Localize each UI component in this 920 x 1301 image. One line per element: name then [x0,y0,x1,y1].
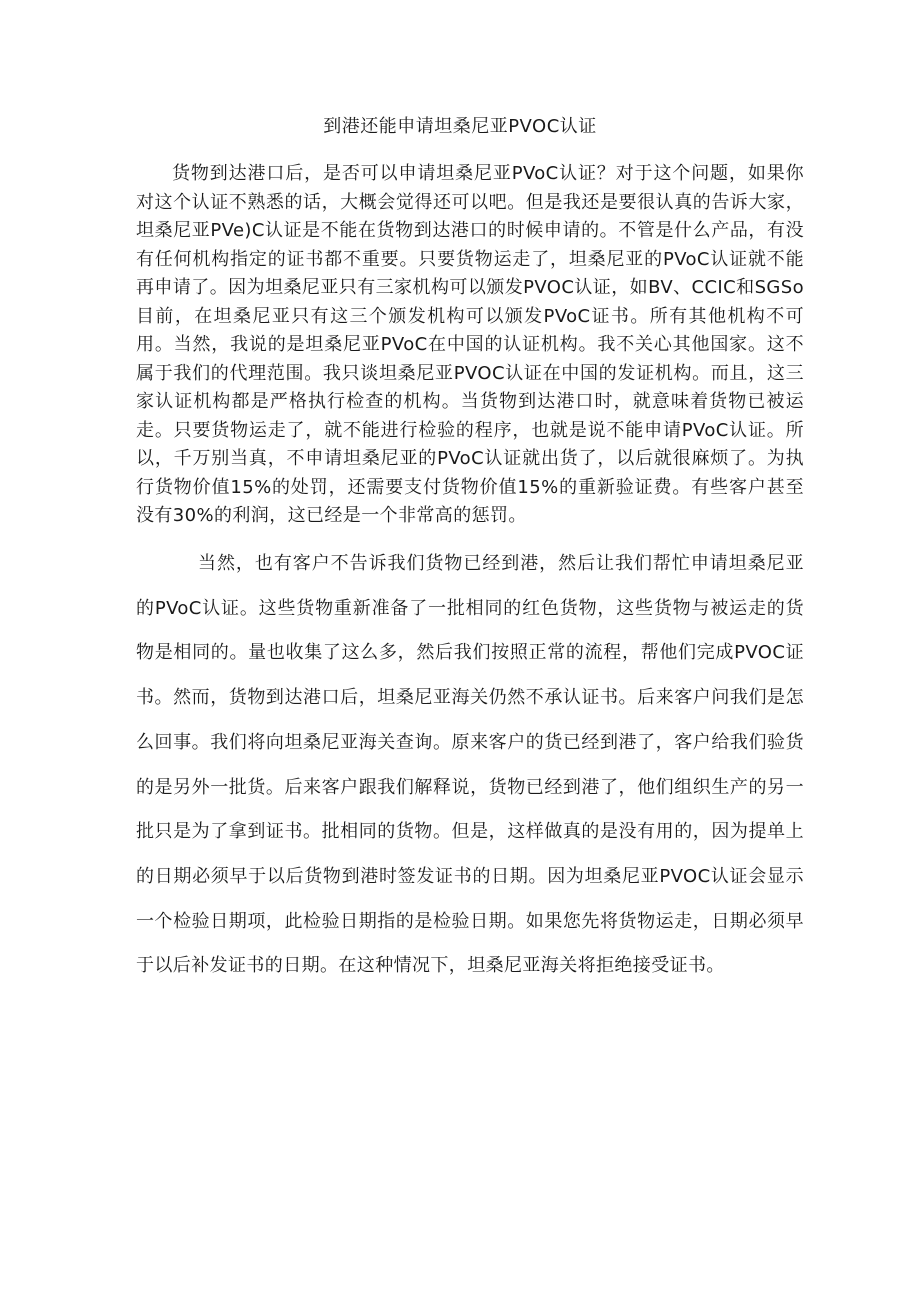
paragraph-2: 当然，也有客户不告诉我们货物已经到港，然后让我们帮忙申请坦桑尼亚的PVoC认证。这些货物重新准备了一批相同的红色货物，这些货物与被运走的货物是相同的。量也收集了这么多，然后我们按照正常的流程，帮他们完成PVOC证书。然而，货物到达港口后，坦桑尼亚海关仍然不承认证书。后来客户问我们是怎么回事。我们将向坦桑尼亚海关查询。原来客户的货已经到港了，客户给我们验货的是另外一批货。后来客户跟我们解释说，货物已经到港了，他们组织生产的另一批只是为了拿到证书。批相同的货物。但是，这样做真的是没有用的，因为提单上的日期必须早于以后货物到港时签发证书的日期。因为坦桑尼亚PVOC认证会显示一个检验日期项，此检验日期指的是检验日期。如果您先将货物运走，日期必须早于以后补发证书的日期。在这种情况下，坦桑尼亚海关将拒绝接受证书。 [136,553,804,977]
paragraph-1: 货物到达港口后，是否可以申请坦桑尼亚PVoC认证？对于这个问题，如果你对这个认证不熟悉的话，大概会觉得还可以吧。但是我还是要很认真的告诉大家，坦桑尼亚PVe)C认证是不能在货物到达港口的时候申请的。不管是什么产品，有没有任何机构指定的证书都不重要。只要货物运走了，坦桑尼亚的PVoC认证就不能再申请了。因为坦桑尼亚只有三家机构可以颁发PVOC认证，如BV、CCIC和SGSo目前，在坦桑尼亚只有这三个颁发机构可以颁发PVoC证书。所有其他机构不可用。当然，我说的是坦桑尼亚PVoC在中国的认证机构。我不关心其他国家。这不属于我们的代理范围。我只谈坦桑尼亚PVOC认证在中国的发证机构。而且，这三家认证机构都是严格执行检查的机构。当货物到达港口时，就意味着货物已被运走。只要货物运走了，就不能进行检验的程序，也就是说不能申请PVoC认证。所以，千万别当真，不申请坦桑尼亚的PVoC认证就出货了，以后就很麻烦了。为执行货物价值15%的处罚，还需要支付货物价值15%的重新验证费。有些客户甚至没有30%的利润，这已经是一个非常高的惩罚。 [136,163,804,526]
document-title: 到港还能申请坦桑尼亚PVOC认证 [323,116,597,137]
